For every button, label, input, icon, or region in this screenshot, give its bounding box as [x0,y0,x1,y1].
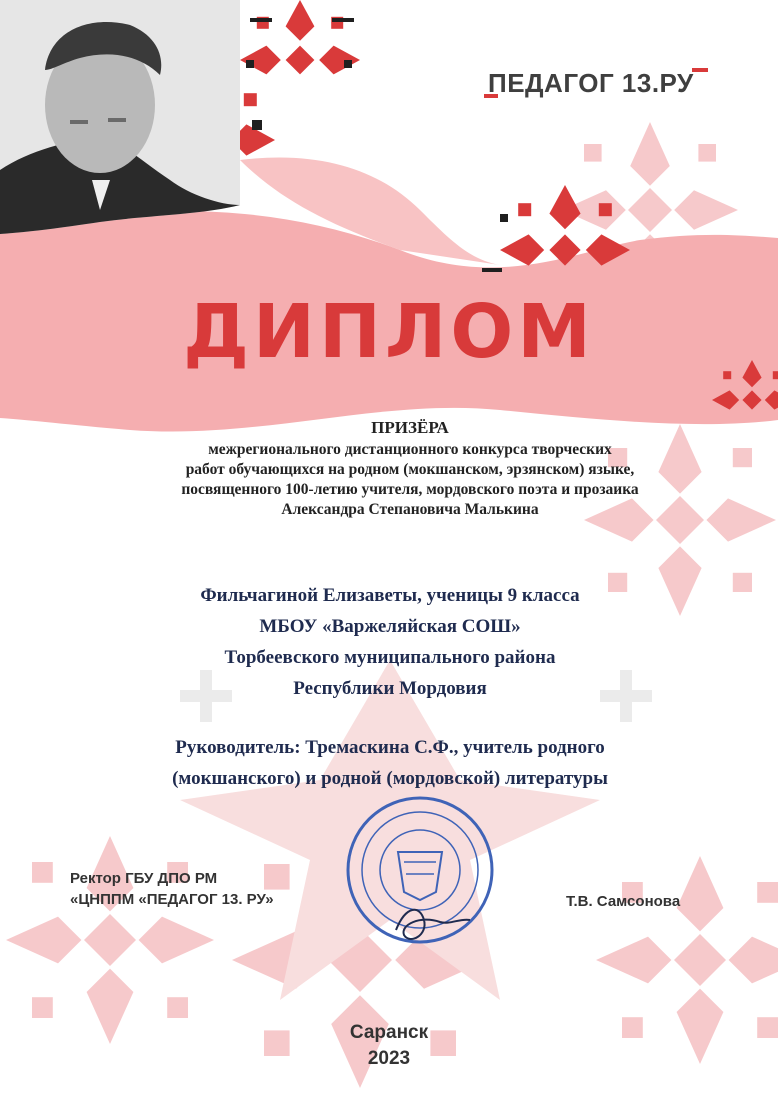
pedagog-logo [472,58,722,110]
footer-year: 2023 [367,1048,411,1069]
logo-text: ПЕДАГОГ 13.РУ [488,68,694,98]
award-description [60,418,760,520]
signatory-name: Т.В. Самсонова [566,893,681,910]
recipient-line: МБОУ «Варжеляйская СОШ» [259,616,521,637]
recipient-line: Республики Мордовия [293,678,487,699]
award-line: работ обучающихся на родном (мокшанском, эрзянском) языке, [185,461,635,478]
signatory-title [70,868,370,910]
large-star-ornament [180,660,600,1000]
award-line: Александра Степановича Малькина [281,501,539,518]
signatory-title-line: «ЦНППМ «ПЕДАГОГ 13. РУ» [70,891,274,908]
supervisor-line: Руководитель: Тремаскина С.Ф., учитель родного [175,737,605,758]
award-type: ПРИЗЁРА [371,418,449,437]
award-line: посвященного 100-летию учителя, мордовского поэта и прозаика [181,481,639,498]
recipient-line: Фильчагиной Елизаветы, ученицы 9 класса [200,585,580,606]
footer [0,1020,778,1072]
recipient-line: Торбеевского муниципального района [224,647,556,668]
supervisor-block [30,732,750,794]
footer-city: Саранск [349,1022,429,1043]
signatory-title-line: Ректор ГБУ ДПО РМ [70,870,218,887]
diploma-title: ДИПЛОМ [183,289,595,375]
portrait-photo [0,0,240,234]
logo-accent-bar-top [692,68,708,72]
recipient-block [30,580,750,704]
supervisor-line: (мокшанского) и родной (мордовской) литературы [172,768,608,789]
award-line: межрегионального дистанционного конкурса творческих [208,441,612,458]
